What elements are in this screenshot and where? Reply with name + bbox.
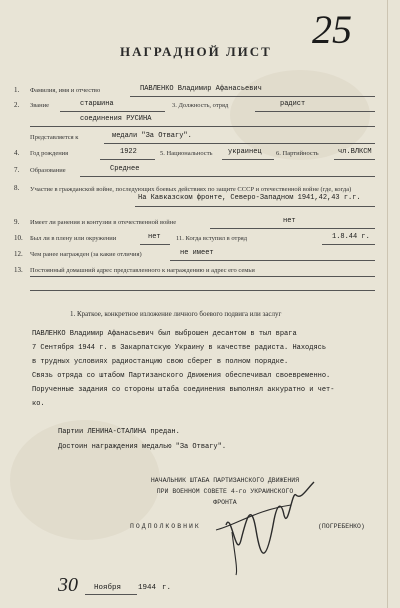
field-number: 4.: [14, 149, 20, 157]
field-row-1: [0, 84, 400, 98]
field-underline: [322, 244, 375, 245]
field-value-wounds: нет: [283, 217, 296, 225]
field-label-nominated: Представляется к: [30, 134, 79, 141]
field-underline: [104, 143, 375, 144]
signature-name: (ПОГРЕБЕНКО): [318, 523, 365, 530]
field-underline: [140, 244, 170, 245]
signature-title-line3: ФРОНТА: [213, 499, 237, 506]
field-row-9: [0, 216, 400, 230]
signature-rank: ПОДПОЛКОВНИК: [130, 523, 201, 530]
field-row-2b: [0, 114, 400, 128]
field-value-nominated: медали "За Отвагу".: [112, 132, 192, 140]
field-value-rank: старшина: [80, 100, 114, 108]
field-value-awards: не имеет: [180, 249, 214, 257]
field-value-nationality: украинец: [228, 148, 262, 156]
signature-title-line1: НАЧАЛЬНИК ШТАБА ПАРТИЗАНСКОГО ДВИЖЕНИЯ: [150, 477, 300, 484]
field-underline: [334, 159, 375, 160]
field-label-captivity: Был ли в плену или окружении: [30, 235, 117, 242]
document-title: НАГРАДНОЙ ЛИСТ: [120, 44, 272, 59]
date-suffix: г.: [162, 584, 172, 592]
field-label-party: 6. Партийность: [276, 150, 319, 157]
field-underline: [30, 126, 375, 127]
field-number: 2.: [14, 101, 20, 109]
field-label-war-participation: Участие в гражданской войне, последующих боевых действиях по защите СССР и отечественной войне (где, когда): [30, 186, 352, 193]
date-day: 30: [58, 574, 78, 596]
field-underline: [100, 159, 155, 160]
field-value-name: ПАВЛЕНКО Владимир Афанасьевич: [140, 85, 262, 93]
field-row-12: [0, 248, 400, 262]
field-value-unit: соединения РУСИНА: [80, 115, 152, 123]
narrative-line: ко.: [32, 400, 45, 408]
field-label-awards: Чем ранее награжден (за какие отличия): [30, 251, 142, 258]
field-underline: [210, 228, 375, 229]
field-row-4: [0, 147, 400, 161]
field-number: 13.: [14, 266, 23, 274]
field-value-party: чл.ВЛКСМ: [338, 148, 372, 156]
field-number: 10.: [14, 234, 23, 242]
field-value-joined: 1.8.44 г.: [332, 233, 370, 241]
field-row-7: [0, 164, 400, 178]
field-label-joined: 11. Когда вступил в отряд: [176, 235, 248, 242]
field-underline: [80, 176, 375, 177]
field-row-nominated: [0, 131, 400, 145]
date-year: 1944: [138, 584, 157, 592]
field-number: 1.: [14, 86, 20, 94]
field-label-position: 3. Должность, отряд: [172, 102, 229, 109]
field-number: 7.: [14, 166, 20, 174]
field-underline: [255, 111, 375, 112]
field-label-education: Образование: [30, 167, 66, 174]
narrative-line: Порученные задания со стороны штаба соединения выполнял аккуратно и чет-: [32, 386, 335, 394]
field-underline: [30, 276, 375, 277]
field-underline: [170, 260, 375, 261]
section-heading: 1. Краткое, конкретное изложение личного боевого подвига или заслуг: [70, 310, 282, 318]
signature-title-line2: ПРИ ВОЕННОМ СОВЕТЕ 4-го УКРАИНСКОГО: [156, 488, 294, 495]
field-row-2: [0, 99, 400, 113]
narrative-line: в трудных условиях радиостанцию свою сберег в полном порядке.: [32, 358, 289, 366]
narrative-line: ПАВЛЕНКО Владимир Афанасьевич был выброшен десантом в тыл врага: [32, 330, 297, 338]
field-value-birth-year: 1922: [120, 148, 137, 156]
field-underline: [60, 111, 165, 112]
field-value-education: Среднее: [110, 165, 140, 173]
handwritten-signature: [196, 470, 326, 580]
field-number: 12.: [14, 250, 23, 258]
field-label-wounds: Имеет ли ранения и контузии в отечественной войне: [30, 219, 177, 226]
field-number: 9.: [14, 218, 20, 226]
field-number: 8.: [14, 184, 20, 192]
field-label-address: Постоянный домашний адрес представленного к награждению и адрес его семьи: [30, 267, 255, 274]
document-number: 25: [312, 7, 352, 52]
field-row-10: [0, 232, 400, 246]
field-row-8: [0, 182, 400, 210]
field-label-nationality: 5. Национальность: [160, 150, 213, 157]
narrative-line: Связь отряда со штабом Партизанского Движения обеспечивал своевременно.: [32, 372, 331, 380]
field-label-name: Фамилия, имя и отчество: [30, 87, 101, 94]
field-underline: [130, 96, 375, 97]
field-value-war-participation: На Кавказском фронте, Северо-Западном 1941,42,43 г.г.: [138, 194, 361, 202]
field-row-13: [0, 264, 400, 278]
narrative-line: Партии ЛЕНИНА-СТАЛИНА предан.: [58, 428, 180, 436]
field-underline-extra: [30, 290, 375, 291]
date-underline: [85, 594, 137, 595]
field-label-birth-year: Год рождения: [30, 150, 69, 157]
field-underline: [135, 206, 375, 207]
field-value-captivity: нет: [148, 233, 161, 241]
narrative-line: Достоин награждения медалью "За Отвагу".: [58, 443, 227, 451]
field-value-position: радист: [280, 100, 306, 108]
date-month: Ноября: [94, 584, 122, 592]
field-label-rank: Звание: [30, 102, 49, 109]
narrative-line: 7 Сентября 1944 г. в Закарпатскую Украину в качестве радиста. Находясь: [32, 344, 327, 352]
field-underline: [222, 159, 274, 160]
